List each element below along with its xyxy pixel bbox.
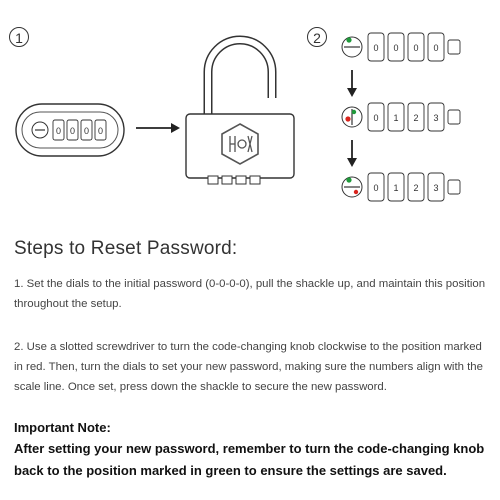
dial-row-red-set: [340, 100, 470, 134]
dial-digit: 3: [433, 113, 439, 123]
padlock-icon: [178, 26, 308, 196]
green-marker-icon: [346, 177, 351, 182]
important-note-title: Important Note:: [14, 420, 111, 435]
dial-digit: 0: [413, 43, 419, 53]
dial-digit: 0: [393, 43, 399, 53]
step-1-badge: 1: [9, 27, 29, 47]
dial-row-initial: [340, 30, 470, 64]
instruction-step-2: 2. Use a slotted screwdriver to turn the code-changing knob clockwise to the position marked in red. Then, turn the dials to set your new password, making sure the numbers align with the scale line. Once set, press down the shackle to secure the new password.: [14, 341, 483, 393]
green-marker-icon: [346, 37, 351, 42]
step-2-badge: 2: [307, 27, 327, 47]
dial-digit: 0: [373, 183, 379, 193]
arrow-right-icon: [134, 120, 182, 136]
dial-digit: 0: [373, 43, 379, 53]
dial-digit: 2: [413, 113, 419, 123]
lock-bottom-dial-illustration: [14, 100, 126, 160]
front-dial-digit: 0: [97, 126, 104, 136]
important-note-body: After setting your new password, remember to turn the code-changing knob back to the position marked in green to ensure the settings are saved.: [14, 441, 485, 478]
dial-digit: 3: [433, 183, 439, 193]
front-dial-digit: 0: [83, 126, 90, 136]
arrow-down-icon: [345, 138, 359, 168]
dial-digit: 0: [433, 43, 439, 53]
dial-digit: 1: [393, 183, 399, 193]
instructions-heading: Steps to Reset Password:: [14, 238, 238, 259]
front-dial-digit: 0: [69, 126, 76, 136]
arrow-down-icon: [345, 68, 359, 98]
instruction-step-1: 1. Set the dials to the initial password (0-0-0-0), pull the shackle up, and maintain this position throughout the setup.: [14, 278, 486, 310]
dial-digit: 0: [373, 113, 379, 123]
dial-digit: 1: [393, 113, 399, 123]
red-marker-icon: [345, 116, 350, 121]
front-dial-digit: 0: [55, 126, 62, 136]
dial-row-green-saved: [340, 170, 470, 204]
dial-digit: 2: [413, 183, 419, 193]
